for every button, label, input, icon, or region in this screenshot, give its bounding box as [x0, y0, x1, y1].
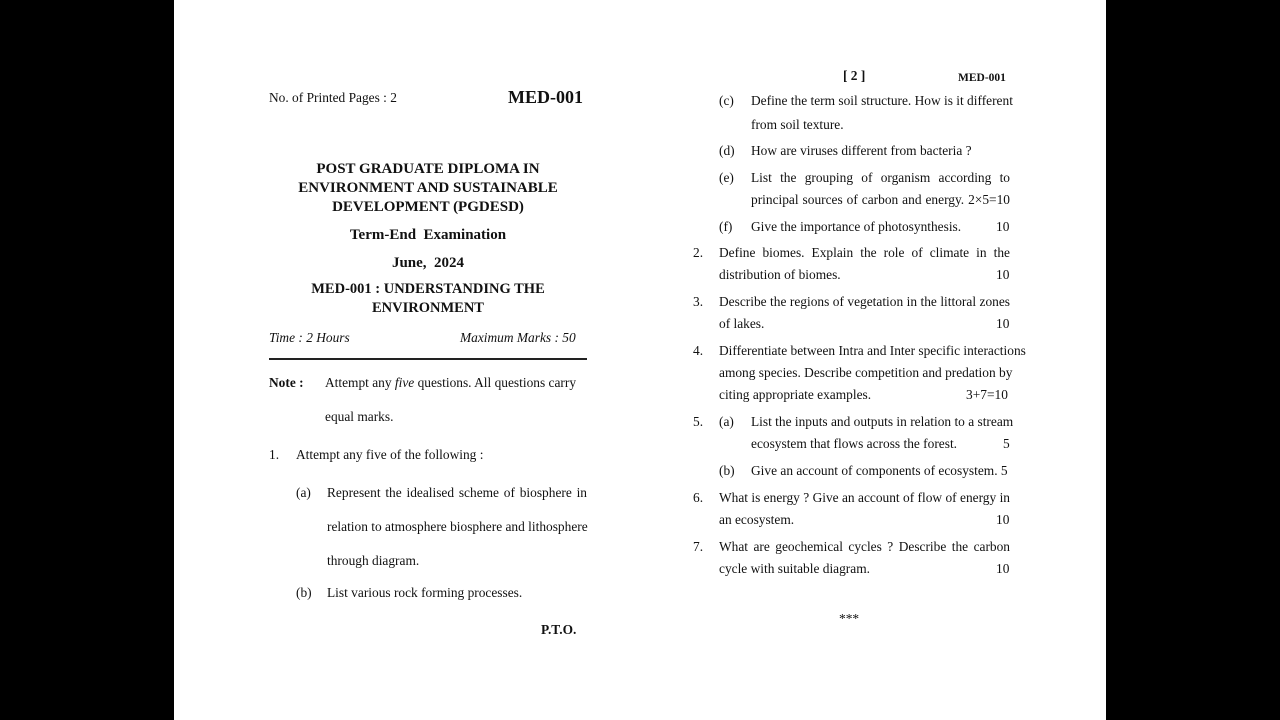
- question-2-number: 2.: [693, 245, 704, 260]
- question-1e-label: (e): [719, 170, 734, 185]
- question-6-number: 6.: [693, 490, 704, 505]
- question-5a-line-1: List the inputs and outputs in relation to a stream: [751, 414, 1014, 429]
- programme-title-line-2: ENVIRONMENT AND SUSTAINABLE: [298, 180, 558, 196]
- note-text: Attempt any five questions. All questions carry: [325, 375, 577, 390]
- note-label: Note :: [269, 375, 304, 390]
- question-3-line-2: of lakes.: [719, 316, 765, 331]
- exam-title: Term-End Examination: [349, 227, 507, 243]
- question-6-marks: 10: [996, 512, 1010, 527]
- question-5-number: 5.: [693, 414, 704, 429]
- time-allowed: Time : 2 Hours: [269, 330, 350, 345]
- question-7-line-2: cycle with suitable diagram.: [719, 561, 870, 576]
- question-4-line-1: Differentiate between Intra and Inter specific interactions: [719, 343, 1026, 358]
- question-1f-marks: 10: [996, 219, 1010, 234]
- running-header-code: MED-001: [958, 72, 1006, 84]
- question-7-number: 7.: [693, 539, 704, 554]
- question-1c-label: (c): [719, 93, 734, 108]
- question-2-line-2: distribution of biomes.: [719, 267, 841, 282]
- question-5a-label: (a): [719, 414, 734, 429]
- course-title-line-1: MED-001 : UNDERSTANDING THE: [311, 281, 545, 297]
- question-5b-label: (b): [719, 463, 735, 478]
- question-5a-marks: 5: [1003, 436, 1010, 451]
- question-3-line-1: Describe the regions of vegetation in the littoral zones: [719, 294, 1010, 309]
- end-of-paper-mark: ***: [839, 611, 860, 626]
- question-6-line-1: What is energy ? Give an account of flow of energy in: [719, 490, 1010, 505]
- question-4-line-2: among species. Describe competition and predation by: [719, 365, 1013, 380]
- question-5a-line-2: ecosystem that flows across the forest.: [751, 436, 958, 451]
- please-turn-over: P.T.O.: [541, 622, 577, 637]
- question-3-marks: 10: [996, 316, 1010, 331]
- question-3-number: 3.: [693, 294, 704, 309]
- exam-date: June, 2024: [391, 255, 465, 271]
- question-1a-line-1: Represent the idealised scheme of biosphere in: [327, 485, 587, 500]
- question-4-marks: 3+7=10: [966, 387, 1008, 402]
- printed-pages-count: No. of Printed Pages : 2: [269, 90, 397, 105]
- question-2-marks: 10: [996, 267, 1010, 282]
- question-1e-line-2: principal sources of carbon and energy. 2×5=10: [751, 192, 1010, 207]
- question-1f-label: (f): [719, 219, 733, 234]
- programme-title-line-3: DEVELOPMENT (PGDESD): [332, 199, 524, 215]
- question-2-line-1: Define biomes. Explain the role of climate in the: [719, 245, 1010, 260]
- question-7-line-1: What are geochemical cycles ? Describe the carbon: [719, 539, 1010, 554]
- question-5b-text: Give an account of components of ecosystem. 5: [751, 463, 1008, 478]
- question-1e-line-1: List the grouping of organism according to: [751, 170, 1010, 185]
- question-1-number: 1.: [269, 447, 280, 462]
- question-1c-line-1: Define the term soil structure. How is it different: [751, 93, 1013, 108]
- question-1d-label: (d): [719, 143, 735, 158]
- question-1-text: Attempt any five of the following :: [296, 447, 484, 462]
- question-1a-line-3: through diagram.: [327, 553, 420, 568]
- question-1c-line-2: from soil texture.: [751, 117, 844, 132]
- question-4-line-3: citing appropriate examples.: [719, 387, 872, 402]
- question-6-line-2: an ecosystem.: [719, 512, 795, 527]
- course-title-line-2: ENVIRONMENT: [372, 300, 484, 316]
- question-1b-label: (b): [296, 585, 312, 600]
- question-1f-text: Give the importance of photosynthesis.: [751, 219, 962, 234]
- question-1b-text: List various rock forming processes.: [327, 585, 523, 600]
- programme-title-line-1: POST GRADUATE DIPLOMA IN: [316, 161, 540, 177]
- header-divider: [269, 358, 587, 360]
- page-number: [ 2 ]: [843, 68, 866, 83]
- question-1a-label: (a): [296, 485, 311, 500]
- question-7-marks: 10: [996, 561, 1010, 576]
- course-code: MED-001: [508, 87, 583, 107]
- note-text-line-2: equal marks.: [325, 409, 394, 424]
- question-1d-text: How are viruses different from bacteria ?: [751, 143, 972, 158]
- maximum-marks: Maximum Marks : 50: [460, 330, 576, 345]
- question-1a-line-2: relation to atmosphere biosphere and lithosphere: [327, 519, 588, 534]
- question-4-number: 4.: [693, 343, 704, 358]
